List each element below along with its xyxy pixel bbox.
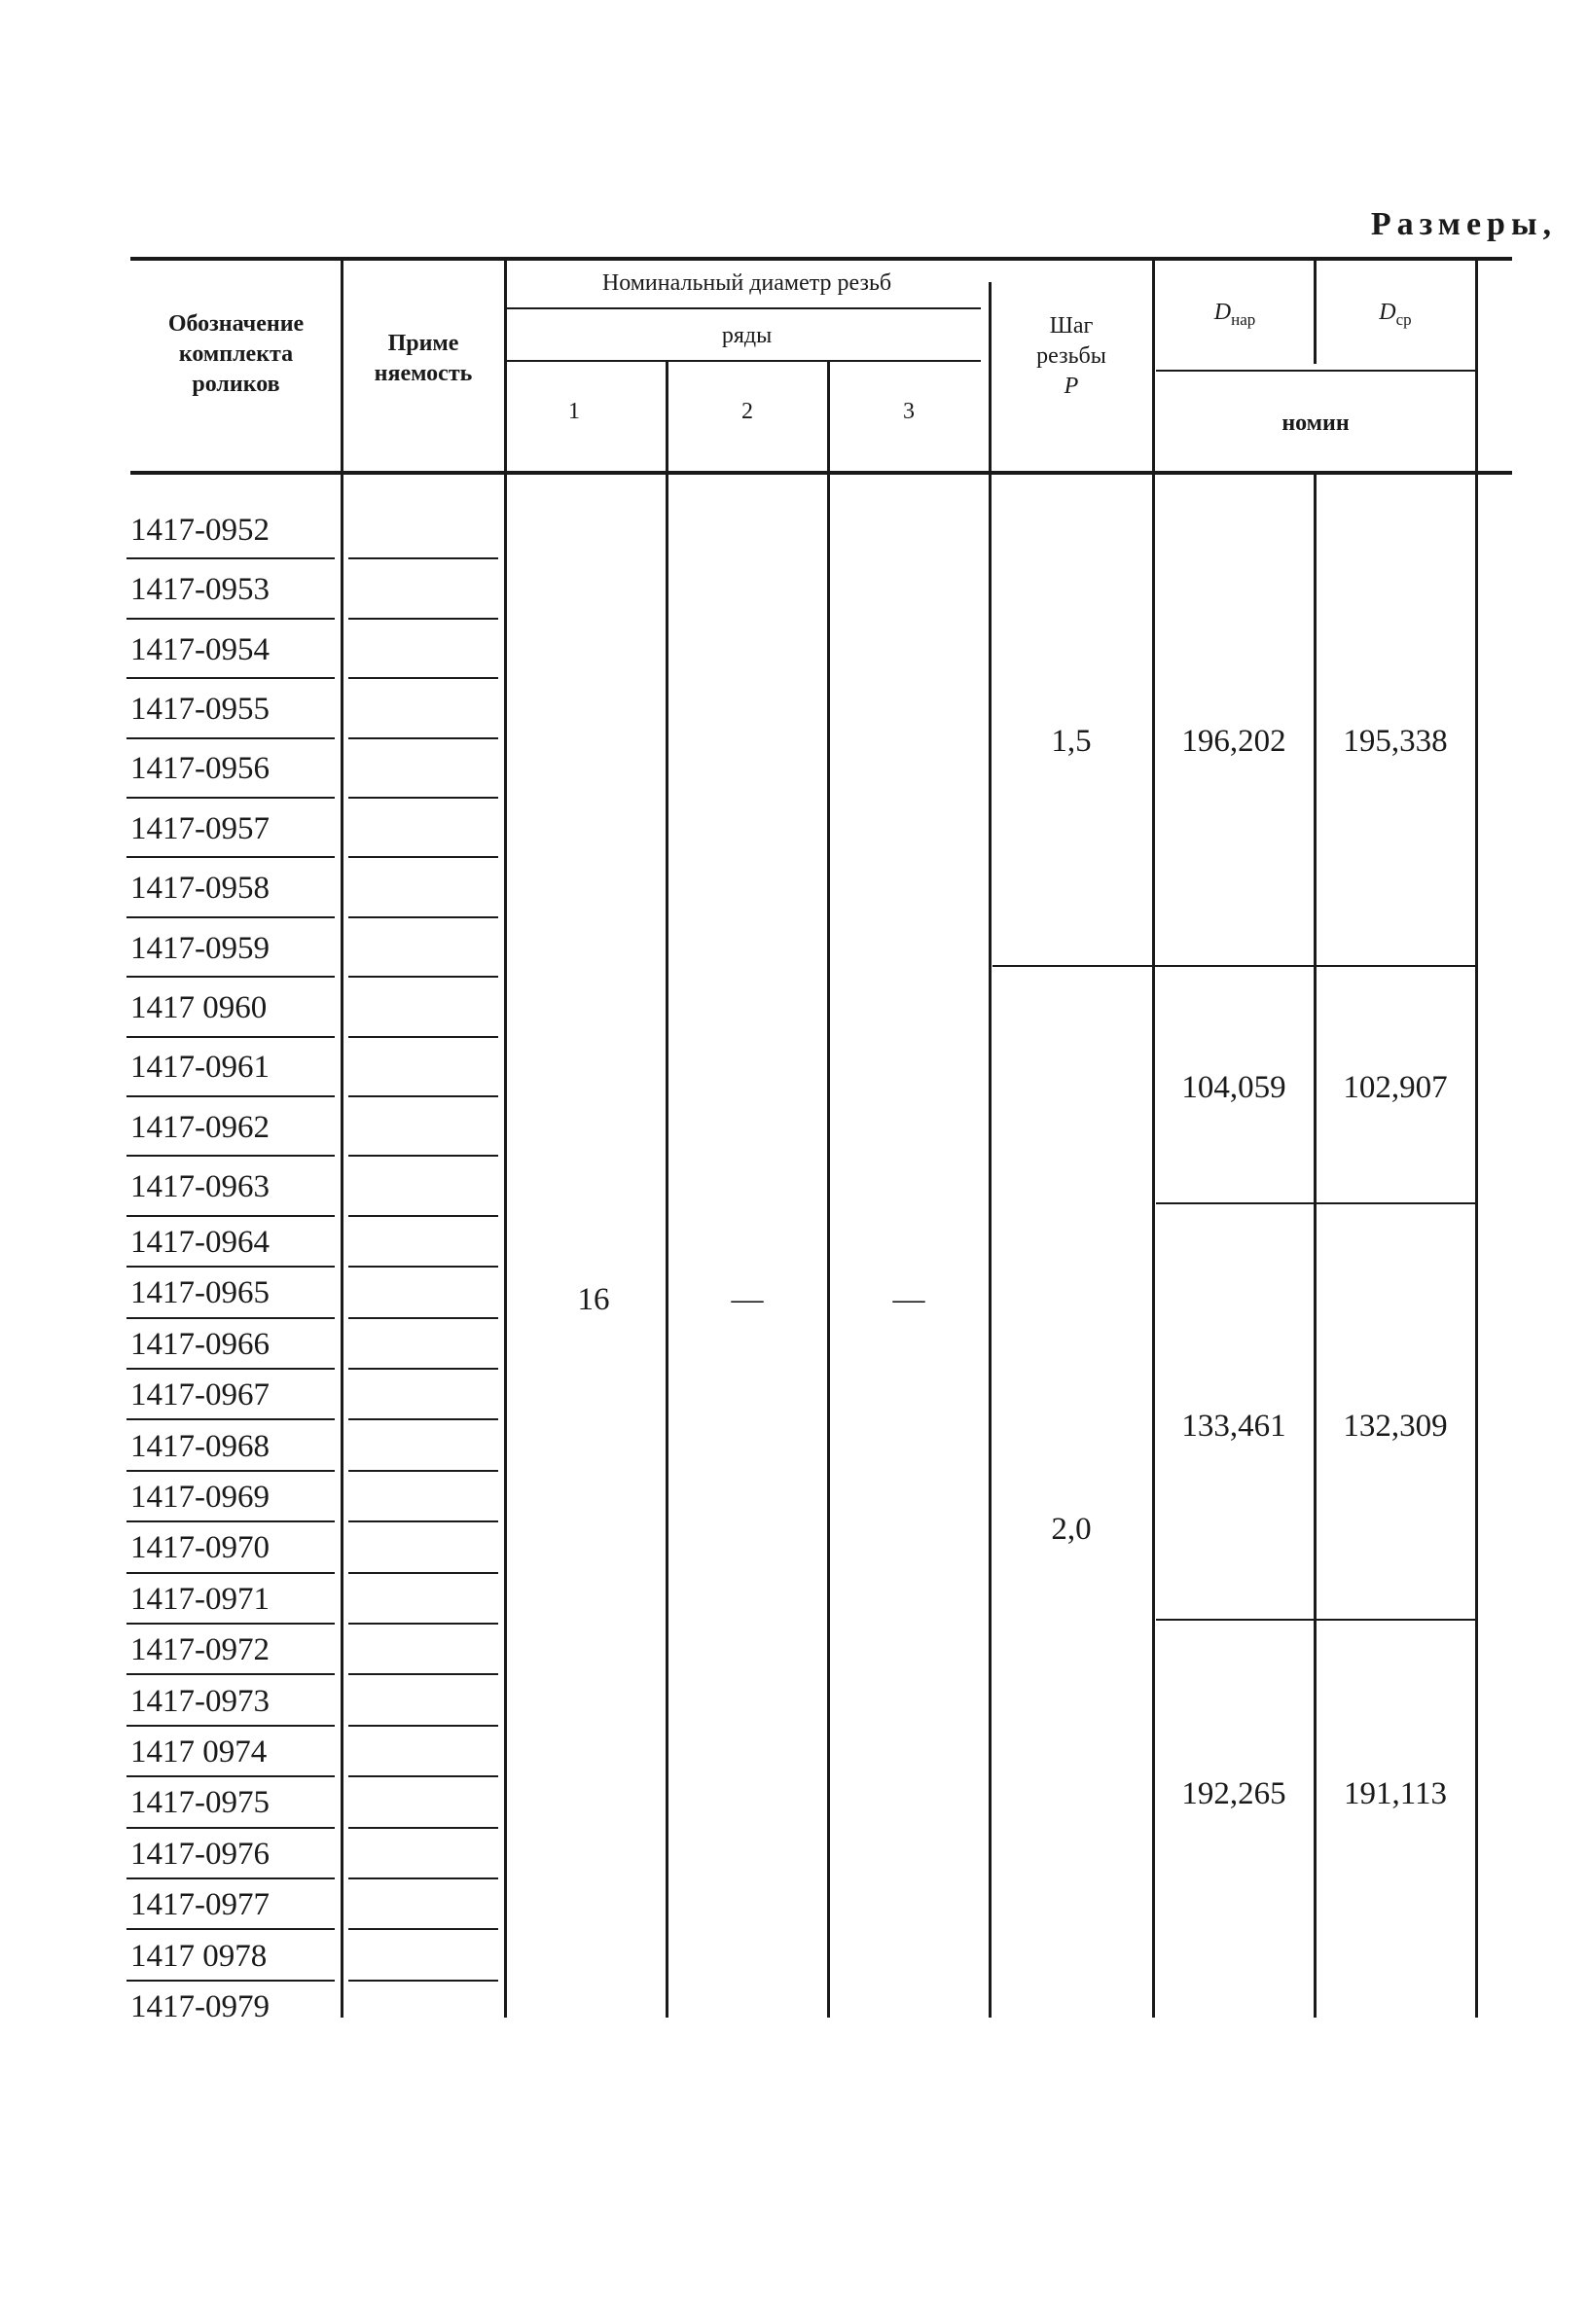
row-rule-applicability	[348, 1095, 498, 1097]
table-row-code: 1417-0971	[130, 1581, 270, 1617]
row-rule-designation	[126, 1623, 335, 1625]
row-rule-applicability	[348, 1877, 498, 1879]
row-rule-applicability	[348, 856, 498, 858]
table-row-code: 1417-0972	[130, 1632, 270, 1668]
row-rule-applicability	[348, 1827, 498, 1829]
row-rule-designation	[126, 1877, 335, 1879]
nominal-diameter-rule	[506, 307, 981, 309]
header-designation: Обозначение комплекта роликов	[167, 311, 305, 397]
row-rule-applicability	[348, 1623, 498, 1625]
col-divider-pitch	[989, 282, 992, 2018]
header-bottom-rule	[130, 471, 1512, 475]
d-outer-group-2: 104,059	[1181, 1070, 1286, 1105]
row-rule-designation	[126, 1470, 335, 1472]
row-rule-designation	[126, 1317, 335, 1319]
col-divider-row1	[504, 259, 507, 2018]
row-rule-designation	[126, 1775, 335, 1777]
row-rule-designation	[126, 1928, 335, 1930]
diameter-group-divider-2	[1156, 1202, 1475, 1204]
row-rule-designation	[126, 797, 335, 799]
nominal-diameter-row3-value: —	[892, 1282, 925, 1317]
header-nominal-diameter: Номинальный диаметр резьб	[601, 270, 892, 296]
row-rule-designation	[126, 1036, 335, 1038]
table-row-code: 1417-0961	[130, 1050, 270, 1086]
col-divider-d-mean-body	[1314, 475, 1317, 2018]
row-rule-designation	[126, 1980, 335, 1982]
d-mean-group-3: 132,309	[1343, 1409, 1448, 1444]
row-rule-designation	[126, 737, 335, 739]
header-d-mean-sub: ср	[1395, 309, 1412, 329]
col-divider-d-mean	[1314, 259, 1317, 364]
row-rule-designation	[126, 1827, 335, 1829]
page-heading: Размеры,	[1370, 206, 1557, 242]
table-row-code: 1417-0952	[130, 512, 270, 548]
row-rule-applicability	[348, 797, 498, 799]
row-rule-designation	[126, 1368, 335, 1370]
row-rule-applicability	[348, 737, 498, 739]
header-nominal: номин	[1281, 411, 1350, 436]
row-rule-applicability	[348, 1673, 498, 1675]
col-divider-row3	[827, 362, 830, 2018]
nominal-diameter-row1-value: 16	[577, 1282, 610, 1317]
row-rule-designation	[126, 1418, 335, 1420]
pitch-group-1-value: 1,5	[1051, 724, 1092, 759]
table-row-code: 1417-0977	[130, 1887, 270, 1923]
header-row2: 2	[741, 399, 753, 424]
d-mean-group-2: 102,907	[1343, 1070, 1448, 1105]
row-rule-applicability	[348, 1155, 498, 1157]
row-rule-applicability	[348, 557, 498, 559]
row-rule-designation	[126, 618, 335, 620]
row-rule-designation	[126, 1266, 335, 1268]
table-row-code: 1417-0958	[130, 871, 270, 907]
row-rule-applicability	[348, 1725, 498, 1727]
header-rows-label: ряды	[721, 323, 773, 348]
header-pitch-line1: Шаг	[1049, 313, 1094, 339]
table-row-code: 1417-0976	[130, 1836, 270, 1872]
row-rule-designation	[126, 677, 335, 679]
row-rule-applicability	[348, 1928, 498, 1930]
table-row-code: 1417-0956	[130, 751, 270, 787]
row-rule-designation	[126, 1155, 335, 1157]
row-rule-applicability	[348, 677, 498, 679]
row-rule-applicability	[348, 1470, 498, 1472]
row-rule-applicability	[348, 618, 498, 620]
table-row-code: 1417-0955	[130, 691, 270, 727]
row-rule-applicability	[348, 1266, 498, 1268]
row-rule-designation	[126, 1520, 335, 1522]
header-row3: 3	[903, 399, 915, 424]
header-d-outer	[1158, 298, 1312, 335]
header-pitch	[992, 311, 1150, 402]
table-row-code: 1417 0960	[130, 989, 268, 1025]
row-rule-designation	[126, 1572, 335, 1574]
table-row-code: 1417-0964	[130, 1225, 270, 1260]
row-rule-designation	[126, 916, 335, 918]
row-rule-applicability	[348, 1520, 498, 1522]
table-row-code: 1417-0967	[130, 1377, 270, 1413]
rows-label-rule	[506, 360, 981, 362]
table-row-code: 1417-0979	[130, 1989, 270, 2024]
row-rule-designation	[126, 1215, 335, 1217]
d-mean-group-4: 191,113	[1343, 1776, 1448, 1811]
row-rule-applicability	[348, 1317, 498, 1319]
row-rule-applicability	[348, 1215, 498, 1217]
table-row-code: 1417-0970	[130, 1530, 270, 1566]
row-rule-designation	[126, 1725, 335, 1727]
row-rule-applicability	[348, 1572, 498, 1574]
col-divider-d-outer	[1152, 259, 1155, 2018]
table-row-code: 1417-0973	[130, 1683, 270, 1719]
header-pitch-line2: резьбы	[1036, 343, 1106, 369]
row-rule-applicability	[348, 1368, 498, 1370]
table-top-rule	[130, 257, 1512, 261]
table-row-code: 1417-0963	[130, 1169, 270, 1205]
row-rule-applicability	[348, 916, 498, 918]
table-row-code: 1417-0962	[130, 1109, 270, 1145]
table-row-code: 1417 0974	[130, 1734, 268, 1770]
nominal-rule	[1156, 370, 1475, 372]
row-rule-designation	[126, 557, 335, 559]
row-rule-applicability	[348, 976, 498, 978]
table-row-code: 1417-0953	[130, 572, 270, 608]
d-outer-group-4: 192,265	[1181, 1776, 1286, 1811]
row-rule-applicability	[348, 1775, 498, 1777]
pitch-group-divider	[992, 965, 1475, 967]
row-rule-applicability	[348, 1036, 498, 1038]
row-rule-designation	[126, 1095, 335, 1097]
table-row-code: 1417-0975	[130, 1785, 270, 1821]
d-outer-group-3: 133,461	[1181, 1409, 1286, 1444]
header-pitch-symbol: P	[1064, 374, 1079, 399]
header-d-mean-base: D	[1379, 300, 1396, 325]
table-row-code: 1417-0965	[130, 1275, 270, 1311]
header-d-mean	[1317, 298, 1473, 335]
table-row-code: 1417-0969	[130, 1480, 270, 1515]
table-row-code: 1417 0978	[130, 1938, 268, 1974]
table-row-code: 1417-0966	[130, 1326, 270, 1362]
pitch-group-2-value: 2,0	[1051, 1512, 1092, 1547]
row-rule-designation	[126, 976, 335, 978]
header-d-outer-sub: нар	[1231, 309, 1256, 329]
header-d-outer-base: D	[1213, 300, 1232, 325]
col-divider-right	[1475, 259, 1478, 2018]
col-divider-row2	[666, 362, 668, 2018]
col-divider-applicability	[341, 259, 343, 2018]
header-applicability: Приме няемость	[374, 331, 473, 386]
d-outer-group-1: 196,202	[1181, 724, 1286, 759]
row-rule-designation	[126, 1673, 335, 1675]
table-row-code: 1417-0959	[130, 930, 270, 966]
row-rule-designation	[126, 856, 335, 858]
row-rule-applicability	[348, 1418, 498, 1420]
table-row-code: 1417-0957	[130, 810, 270, 846]
nominal-diameter-row2-value: —	[731, 1282, 764, 1317]
table-row-code: 1417-0954	[130, 631, 270, 667]
header-row1: 1	[568, 399, 580, 424]
diameter-group-divider-3	[1156, 1619, 1475, 1621]
row-rule-applicability	[348, 1980, 498, 1982]
table-row-code: 1417-0968	[130, 1428, 270, 1464]
d-mean-group-1: 195,338	[1343, 724, 1448, 759]
